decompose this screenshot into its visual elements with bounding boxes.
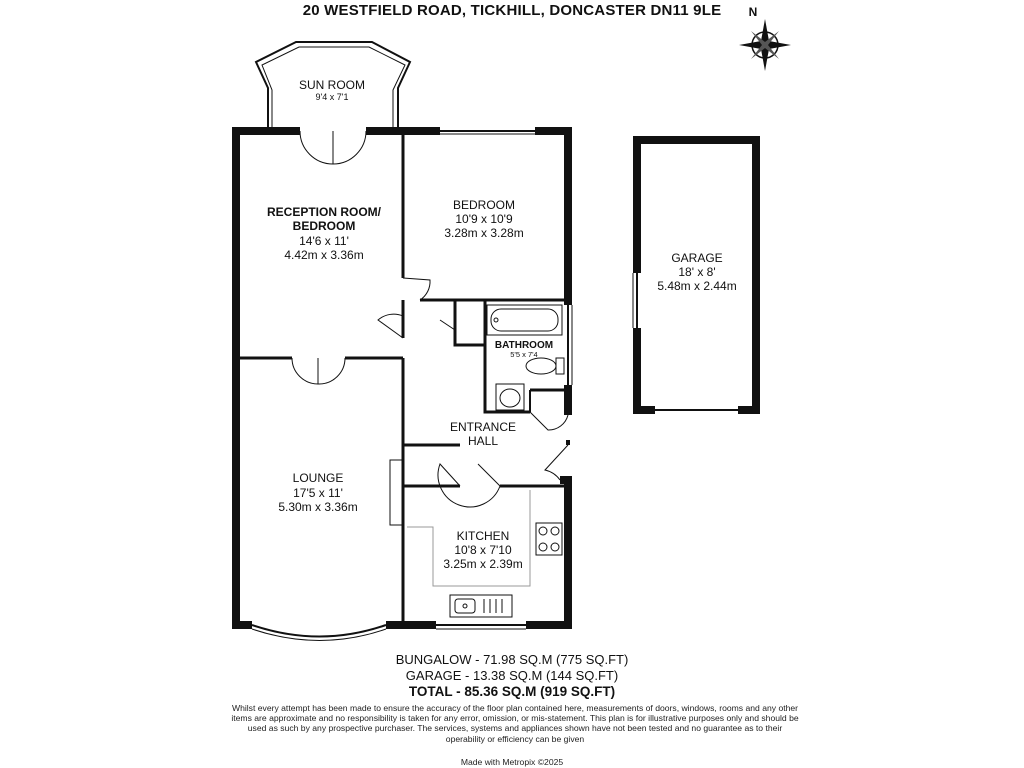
room-kitchen [443,529,522,571]
room-reception [267,205,382,262]
room-dimensions-imperial: 9'4 x 7'1 [315,92,349,102]
room-dimensions-imperial: 10'8 x 7'10 [454,543,512,557]
room-dimensions-metric: 3.25m x 2.39m [443,557,523,571]
metropix-credit: Made with Metropix ©2025 [460,757,564,767]
room-dimensions-metric: 3.28m x 3.28m [444,226,524,240]
room-garage [657,251,736,293]
compass-icon [739,19,791,71]
garage-area: GARAGE - 13.38 SQ.M (144 SQ.FT) [405,668,619,683]
room-dimensions-imperial: 14'6 x 11' [299,234,349,248]
disclaimer-text: Whilst every attempt has been made to ensure the accuracy of the floor plan contained here, measurements of doors, windows, rooms and any other items are approximate and no responsibility is taken for any error, omission, or mis-statement. This plan is for illustrative purposes only and should be used as such by any prospective purchaser. The services, systems and appliances shown have not been tested and no guarantee as to their operability or efficiency can be given [231,703,799,744]
room-dimensions-imperial: 10'9 x 10'9 [455,212,513,226]
room-name: SUN ROOM [299,78,365,92]
room-name: BEDROOM [452,198,516,212]
room-bedroom [444,198,523,240]
room-name: BATHROOM [494,340,554,351]
room-name: LOUNGE [292,471,344,485]
basin-icon [496,384,524,410]
room-name-line2: HALL [467,434,499,448]
room-lounge [278,471,357,514]
bungalow-area: BUNGALOW - 71.98 SQ.M (775 SQ.FT) [395,652,629,667]
room-dimensions-imperial: 18' x 8' [678,265,716,279]
room-dimensions-imperial: 5'5 x 7'4 [510,350,538,359]
sink-icon [450,595,512,617]
room-name-line2: BEDROOM [292,219,356,233]
room-name-line1: ENTRANCE [449,420,517,434]
room-dimensions-metric: 5.30m x 3.36m [278,500,358,514]
property-address-title: 20 WESTFIELD ROAD, TICKHILL, DONCASTER DN11 9LE [302,2,722,19]
room-dimensions-metric: 4.42m x 3.36m [284,248,364,262]
toilet-icon [526,358,564,374]
room-name: KITCHEN [456,529,510,543]
area-summary [0,652,1024,700]
hob-icon [536,523,562,555]
bath-icon [487,305,562,335]
room-dimensions-metric: 5.48m x 2.44m [657,279,737,293]
room-bathroom [495,340,553,359]
compass-north-label: N [748,5,758,19]
room-name-line1: RECEPTION ROOM/ [266,205,382,219]
room-dimensions-imperial: 17'5 x 11' [293,486,343,500]
total-area: TOTAL - 85.36 SQ.M (919 SQ.FT) [408,684,616,699]
room-name: GARAGE [671,251,723,265]
room-sun-room [299,78,365,102]
